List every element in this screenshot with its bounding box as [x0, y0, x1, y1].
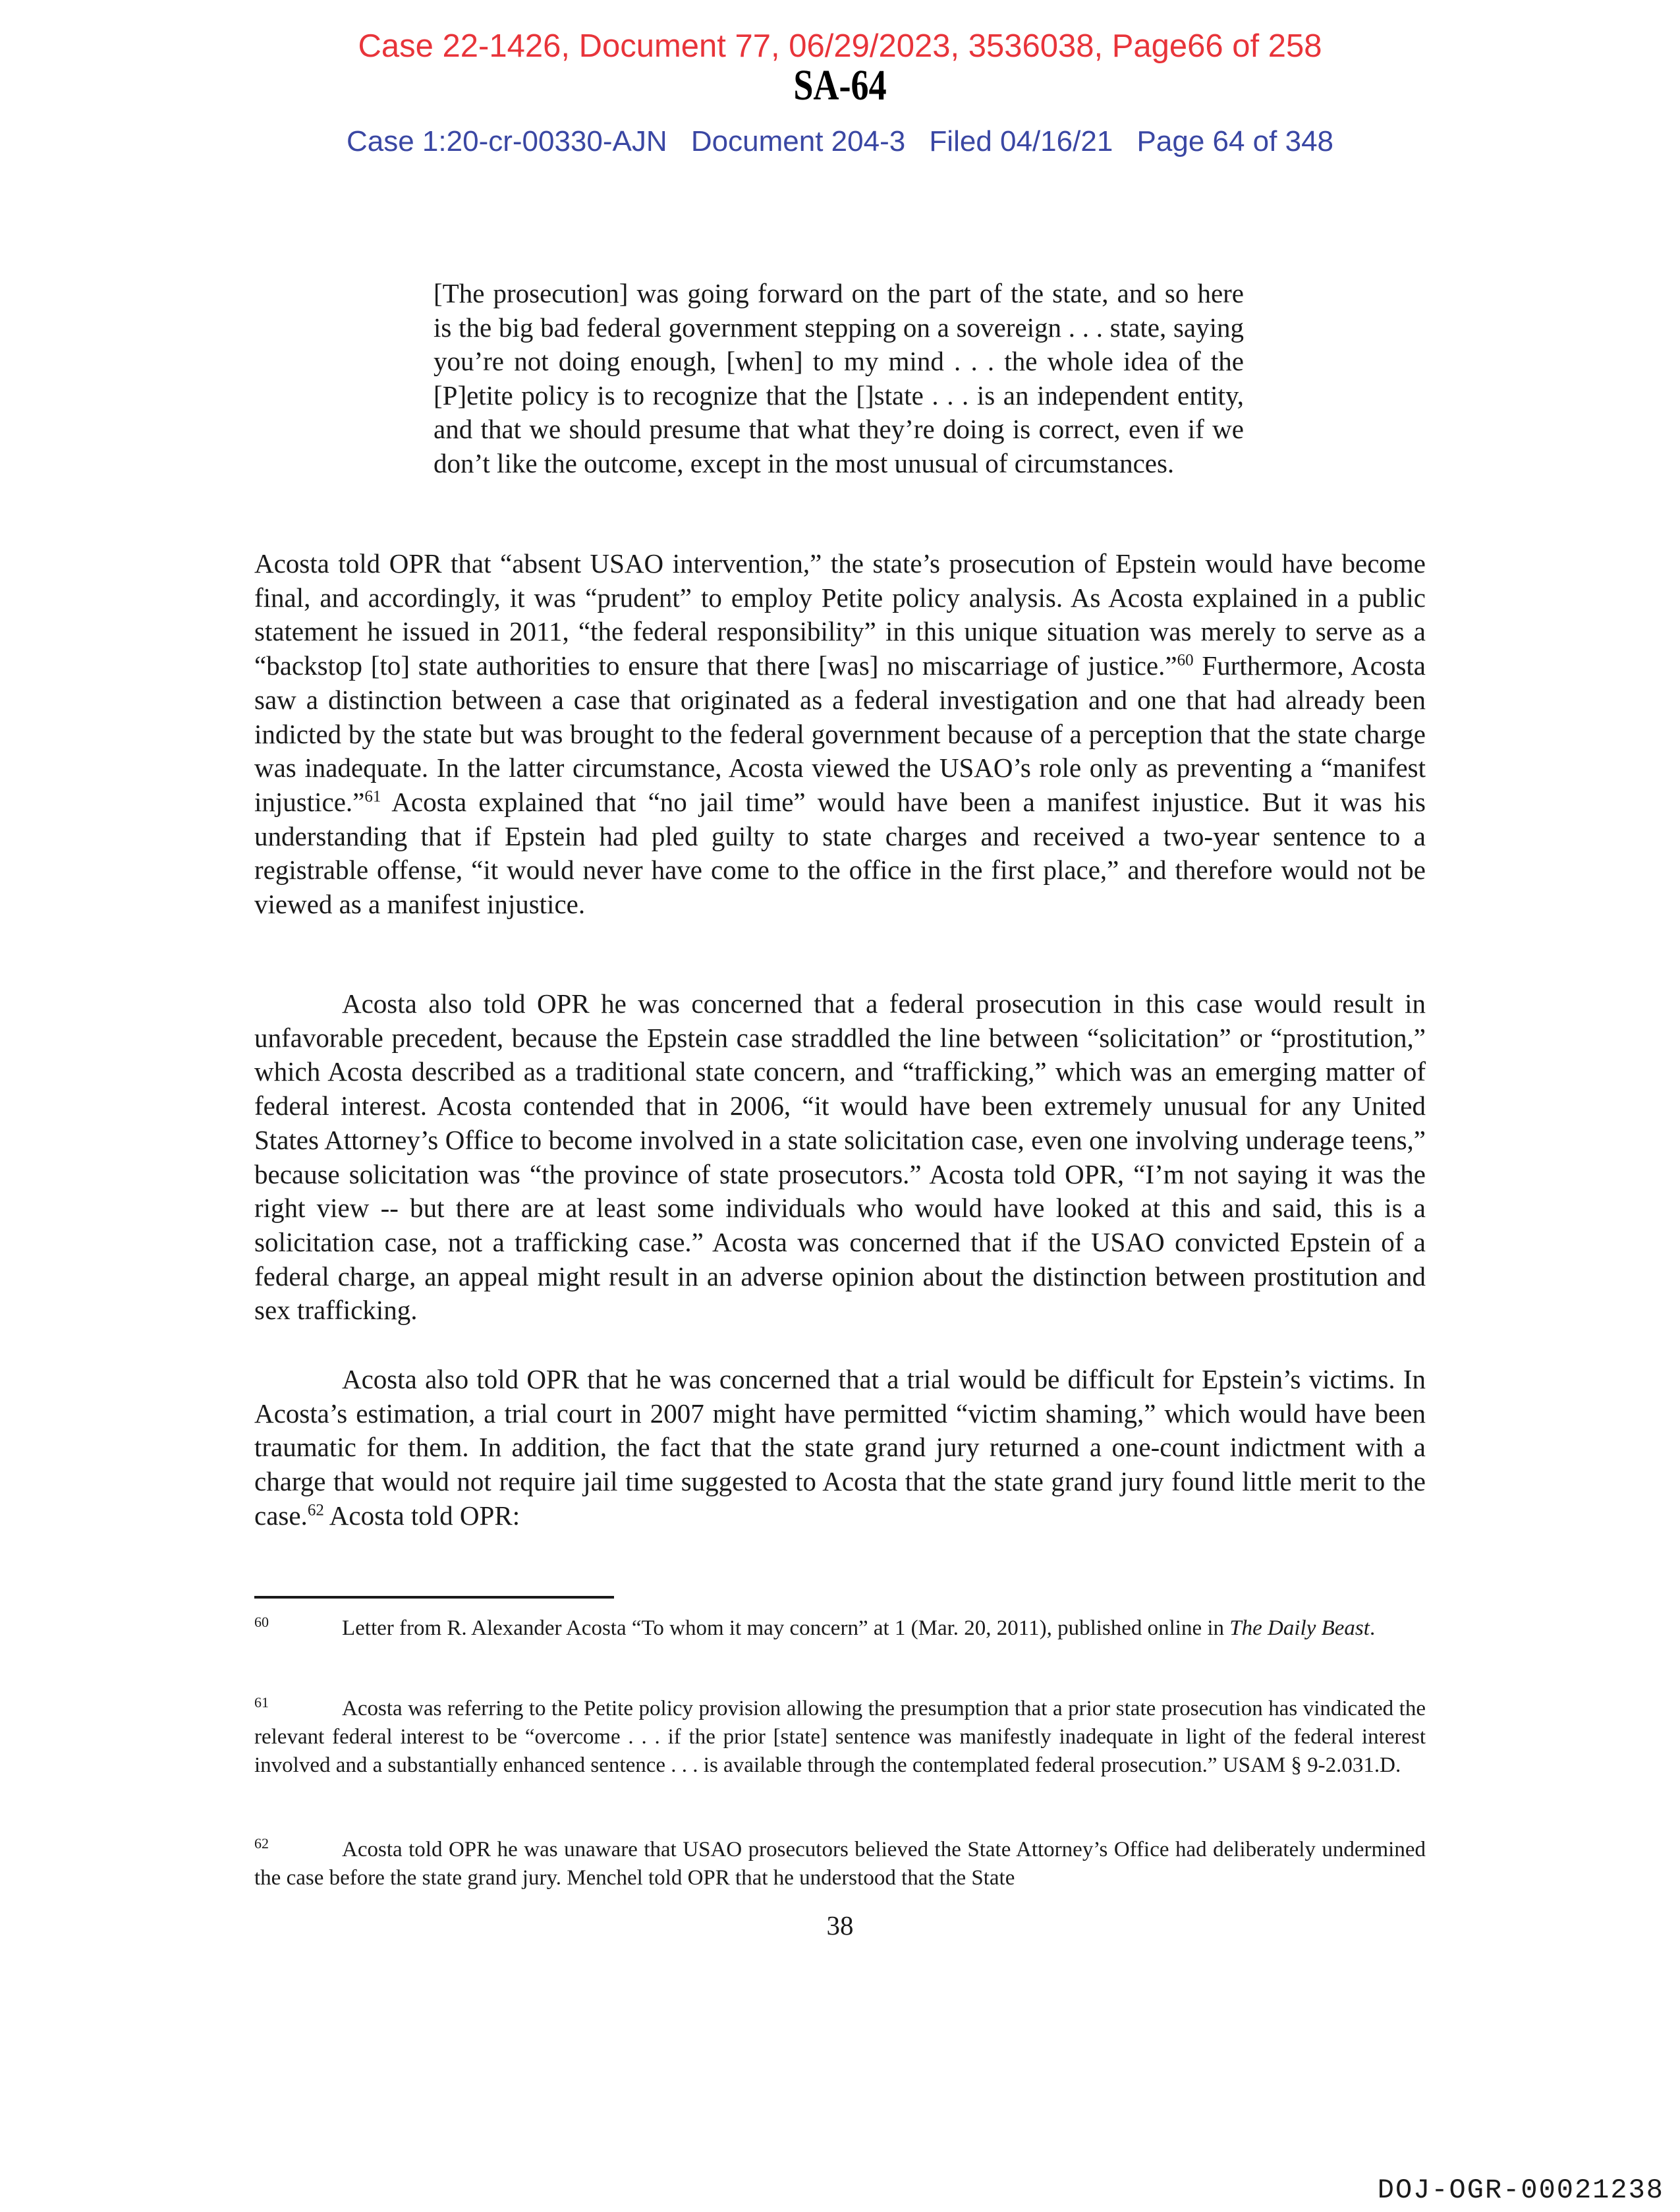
footnote-number: 61: [254, 1694, 269, 1711]
footnote-number: 60: [254, 1614, 269, 1630]
paragraph-text: Acosta explained that “no jail time” would have been a manifest injustice. But it was his understanding that if Epstein had pled guilty to state charges and received a two-year sentence to a registrable offense, “it would never have come to the office in the first place,” and therefore would not be viewed as a manifest injustice.: [254, 786, 1426, 920]
body-paragraph-3: [254, 1363, 1426, 1533]
publication-title: The Daily Beast: [1229, 1616, 1370, 1640]
footnote-62: [254, 1829, 1426, 1892]
footnote-separator: [254, 1596, 614, 1599]
footnote-text: Acosta was referring to the Petite policy provision allowing the presumption that a prior state prosecution has vindicated the relevant federal interest to be “overcome . . . if the prior [state] sentence was manifestly inadequate in light of the federal interest involved and a substantially enhanced sentence . . . is available through the contemplated federal prosecution.” USAM § 9-2.031.D.: [254, 1697, 1426, 1777]
filed-date: Filed 04/16/21: [929, 125, 1113, 157]
page-number: 38: [826, 1910, 854, 1941]
body-paragraph-1: [254, 547, 1426, 922]
paragraph-text: Acosta also told OPR that he was concerned that a trial would be difficult for Epstein’s victims. In Acosta’s estimation, a trial court in 2007 might have permitted “victim shaming,” which would have been traumatic for them. In addition, the fact that the state grand jury returned a one-count indictment with a charge that would not require jail time suggested to Acosta that the state grand jury found little merit to the case.: [254, 1364, 1426, 1531]
district-case-stamp: [0, 125, 1680, 158]
document-number: Document 204-3: [690, 125, 906, 157]
bates-number: DOJ-OGR-00021238: [1377, 2174, 1664, 2206]
paragraph-text: Acosta told OPR that “absent USAO intervention,” the state’s prosecution of Epstein would have become final, and accordingly, it was “prudent” to employ Petite policy analysis. As Acosta explained in a public statement he issued in 2011, “the federal responsibility” in this unique situation was merely to serve as a “backstop [to] state authorities to ensure that there [was] no miscarriage of justice.”: [254, 548, 1426, 681]
footnote-text: Acosta told OPR he was unaware that USAO prosecutors believed the State Attorney’s Office had deliberately undermined the case before the state grand jury. Menchel told OPR that he understood that the State: [254, 1838, 1426, 1890]
paragraph-text: Acosta also told OPR he was concerned that a federal prosecution in this case would result in unfavorable precedent, because the Epstein case straddled the line between “solicitation” or “prostitution,” which Acosta described as a traditional state concern, and “trafficking,” which was an emerging matter of federal interest. Acosta contended that in 2006, “it would have been extremely unusual for any United States Attorney’s Office to become involved in a state solicitation case, even one involving underage teens,” because solicitation was “the province of state prosecutors.” Acosta told OPR, “I’m not saying it was the right view -- but there are at least some individuals who would have looked at this and said, this is a solicitation case, not a trafficking case.” Acosta was concerned that if the USAO convicted Epstein of a federal charge, an appeal might result in an adverse opinion about the distinction between prostitution and sex trafficking.: [254, 988, 1426, 1326]
page-of-total: Page 64 of 348: [1136, 125, 1334, 157]
footnote-ref-60[interactable]: 60: [1177, 651, 1194, 669]
paragraph-text: Furthermore, Acosta saw a distinction between a case that originated as a federal investigation and one that had already been indicted by the state but was brought to the federal government because of a perception that the state charge was inadequate. In the latter circumstance, Acosta viewed the USAO’s role only as preventing a “manifest injustice.”: [254, 650, 1426, 817]
paragraph-text: Acosta told OPR:: [323, 1500, 520, 1531]
footnote-tail: .: [1369, 1616, 1376, 1640]
footnote-60: [254, 1608, 1426, 1643]
body-paragraph-2: [254, 987, 1426, 1328]
case-number: Case 1:20-cr-00330-AJN: [346, 125, 667, 157]
footnote-61: [254, 1688, 1426, 1780]
footnote-ref-61[interactable]: 61: [364, 787, 381, 806]
appellate-case-stamp: Case 22-1426, Document 77, 06/29/2023, 3536038, Page66 of 258: [358, 28, 1322, 64]
block-quote: [The prosecution] was going forward on the part of the state, and so here is the big bad federal government stepping on a sovereign . . . state, saying you’re not doing enough, [when] to my mind . . . the whole idea of the [P]etite policy is to recognize that the []state . . . is an independent entity, and that we should presume that what they’re doing is correct, even if we don’t like the outcome, except in the most unusual of circumstances.: [434, 278, 1244, 478]
footnote-number: 62: [254, 1835, 269, 1852]
footnote-ref-62[interactable]: 62: [307, 1501, 324, 1519]
footnote-text: Letter from R. Alexander Acosta “To whom it may concern” at 1 (Mar. 20, 2011), published online in: [342, 1616, 1230, 1640]
appendix-page-label: SA-64: [793, 61, 887, 109]
